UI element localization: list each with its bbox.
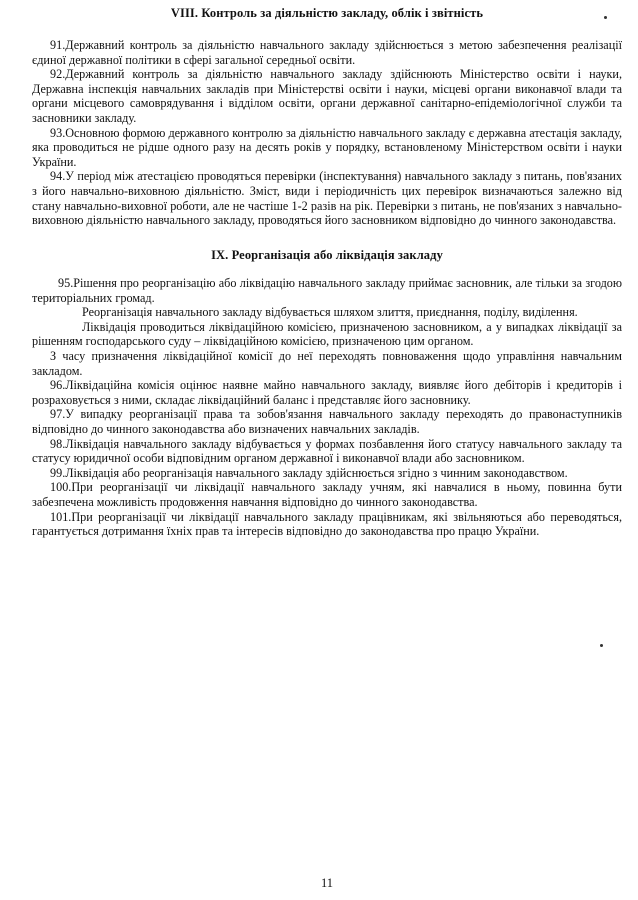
paragraph-98: 98.Ліквідація навчального закладу відбувається у формах позбавлення його статусу навчального закладу та статусу юридичної особи відповідним органом державної і виконавчої влади або засновником. <box>32 436 622 466</box>
section-9-title: IX. Реорганізація або ліквідація закладу <box>211 248 443 262</box>
section-8-body <box>32 38 622 228</box>
paragraph-94: 94.У період між атестацією проводяться перевірки (інспектування) навчального закладу з питань, пов'язаних з його навчально-виховною діяльністю. Зміст, види і періодичність цих перевірок визначаються залежно від стану навчально-виховної роботи, але не частіше 1-2 разів на рік. Перевірки з питань, не пов'язаних з навчально-виховною діяльністю навчального закладу, проводяться його засновником відповідно до чинного законодавства. <box>32 169 622 228</box>
paragraph-commission-powers: З часу призначення ліквідаційної комісії до неї переходять повноваження щодо управління навчальним закладом. <box>32 348 622 378</box>
paragraph-93: 93.Основною формою державного контролю за діяльністю навчального закладу є державна атестація закладу, яка проводиться не рідше одного разу на десять років у порядку, встановленому Міністерством освіти і науки України. <box>32 125 622 169</box>
paragraph-96: 96.Ліквідаційна комісія оцінює наявне майно навчального закладу, виявляє його дебіторів і кредиторів і розраховується з ними, складає ліквідаційний баланс і представляє його засновнику. <box>32 378 622 407</box>
paragraph-liquidation: Ліквідація проводиться ліквідаційною комісією, призначеною засновником, а у випадках ліквідації за рішенням господарського суду – ліквідаційною комісією, призначеною цим органом. <box>32 319 622 349</box>
paragraph-97: 97.У випадку реорганізації права та зобов'язання навчального закладу переходять до правонаступників відповідно до чинного законодавства або визначених навчальних закладів. <box>32 407 622 436</box>
scan-speck <box>604 16 607 19</box>
paragraph-100: 100.При реорганізації чи ліквідації навчального закладу учням, які навчалися в ньому, повинна бути забезпечена можливість продовження навчання відповідно до чинного законодавства. <box>32 480 622 509</box>
scan-speck <box>600 644 603 647</box>
document-page <box>32 0 622 900</box>
paragraph-99: 99.Ліквідація або реорганізація навчального закладу здійснюється згідно з чинним законодавством. <box>50 465 568 480</box>
section-8-title: VIII. Контроль за діяльністю закладу, облік і звітність <box>170 6 484 20</box>
paragraph-91: 91.Державний контроль за діяльністю навчального закладу здійснюється з метою забезпечення реалізації єдиної державної політики в сфері загальної середньої освіти. <box>32 38 622 67</box>
section-9-body <box>32 276 622 539</box>
paragraph-95: 95.Рішення про реорганізацію або ліквідацію навчального закладу приймає засновник, але тільки за згодою територіальних громад. <box>32 276 622 305</box>
paragraph-101: 101.При реорганізації чи ліквідації навчального закладу працівникам, які звільняються або переводяться, гарантується дотримання їхніх прав та інтересів відповідно до законодавства про працю України. <box>32 509 622 539</box>
paragraph-92: 92.Державний контроль за діяльністю навчального закладу здійснюють Міністерство освіти і науки, Державна інспекція навчальних закладів при Міністерстві освіти і науки, місцеві органи виконавчої влади та органи місцевого самоврядування і відділом освіти, органи державної санітарно-епідеміологічної служби та засновники закладу. <box>32 67 622 125</box>
paragraph-reorganization: Реорганізація навчального закладу відбувається шляхом злиття, приєднання, поділу, виділення. <box>82 305 578 320</box>
page-number: 11 <box>320 876 334 890</box>
